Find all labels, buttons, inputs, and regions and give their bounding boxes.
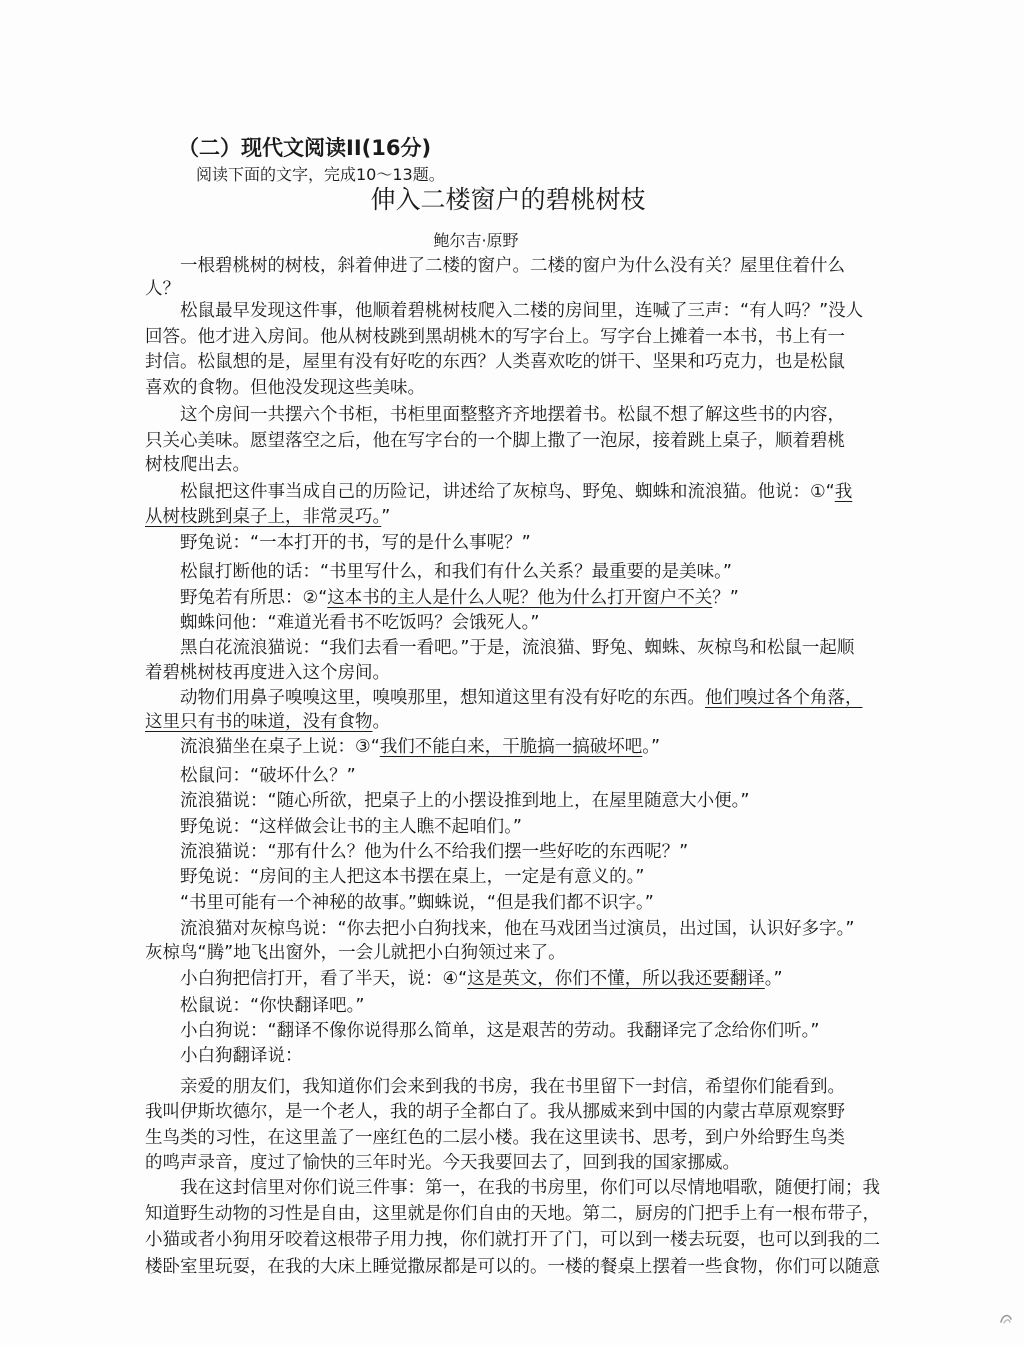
text-line: 一根碧桃树的树枝，斜着伸进了二楼的窗户。二楼的窗户为什么没有关？屋里住着什么 bbox=[180, 256, 845, 276]
text-line: 野兔说：“这样做会让书的主人瞧不起咱们。” bbox=[180, 817, 522, 837]
text-line: 蜘蛛问他：“难道光看书不吃饭吗？会饿死人。” bbox=[180, 613, 540, 633]
text-line: 松鼠说：“你快翻译吧。” bbox=[180, 996, 365, 1016]
corner-watermark-icon bbox=[998, 1310, 1014, 1326]
underlined-sentence: 他们嗅过各个角落， bbox=[705, 688, 863, 708]
underlined-sentence-3: 我们不能白来，干脆搞一搞破坏吧 bbox=[379, 737, 643, 757]
text-line: 小白狗说：“翻译不像你说得那么简单，这是艰苦的劳动。我翻译完了念给你们听。” bbox=[180, 1021, 820, 1041]
line-text: 。” bbox=[764, 969, 783, 989]
text-line bbox=[145, 505, 390, 529]
article-title: 伸入二楼窗户的碧桃树枝 bbox=[370, 185, 646, 214]
text-line bbox=[180, 967, 783, 991]
text-line: 人？ bbox=[145, 279, 180, 299]
text-line bbox=[180, 686, 863, 710]
text-line: 喜欢的食物。但他没发现这些美味。 bbox=[145, 378, 425, 398]
text-line: 松鼠最早发现这件事，他顺着碧桃树枝爬入二楼的房间里，连喊了三声：“有人吗？”没人 bbox=[180, 301, 864, 321]
text-line: 松鼠问：“破坏什么？” bbox=[180, 766, 356, 786]
reading-instruction: 阅读下面的文字，完成10～13题。 bbox=[196, 165, 445, 184]
text-line: 野兔说：“一本打开的书，写的是什么事呢？” bbox=[180, 533, 531, 553]
text-line: “书里可能有一个神秘的故事。”蜘蛛说，“但是我们都不识字。” bbox=[180, 893, 654, 913]
line-text: 。” bbox=[642, 737, 661, 757]
text-line: 小猫或者小狗用牙咬着这根带子用力拽，你们就打开了门，可以到一楼去玩耍，也可以到我的二 bbox=[145, 1230, 880, 1250]
text-line: 生鸟类的习性，在这里盖了一座红色的二层小楼。我在这里读书、思考，到户外给野生鸟类 bbox=[145, 1128, 845, 1148]
text-line: 松鼠打断他的话：“书里写什么，和我们有什么关系？最重要的是美味。” bbox=[180, 562, 732, 582]
line-text: 。 bbox=[372, 712, 390, 732]
text-line bbox=[180, 735, 660, 759]
section-heading: （二）现代文阅读II(16分) bbox=[178, 136, 432, 160]
text-line: 树枝爬出去。 bbox=[145, 455, 250, 475]
text-line: 回答。他才进入房间。他从树枝跳到黑胡桃木的写字台上。写字台上摊着一本书，书上有一 bbox=[145, 327, 845, 347]
text-line: 只关心美味。愿望落空之后，他在写字台的一个脚上撒了一泡尿，接着跳上桌子，顺着碧桃 bbox=[145, 431, 845, 451]
text-line: 流浪猫对灰椋鸟说：“你去把小白狗找来，他在马戏团当过演员，出过国，认识好多字。” bbox=[180, 919, 855, 939]
text-line: 我叫伊斯坎德尔，是一个老人，我的胡子全都白了。我从挪威来到中国的内蒙古草原观察野 bbox=[145, 1102, 845, 1122]
text-line: 野兔说：“房间的主人把这本书摆在桌上，一定是有意义的。” bbox=[180, 867, 645, 887]
text-line: 黑白花流浪猫说：“我们去看一看吧。”于是，流浪猫、野兔、蜘蛛、灰椋鸟和松鼠一起顺 bbox=[180, 638, 855, 658]
line-text: 动物们用鼻子嗅嗅这里，嗅嗅那里，想知道这里有没有好吃的东西。 bbox=[180, 688, 705, 708]
text-line: 亲爱的朋友们，我知道你们会来到我的书房，我在书里留下一封信，希望你们能看到。 bbox=[180, 1077, 845, 1097]
underlined-sentence-2: 这本书的主人是什么人呢？他为什么打开窗户不关 bbox=[327, 588, 713, 608]
line-text: ” bbox=[381, 507, 391, 527]
article-author: 鲍尔吉·原野 bbox=[433, 231, 519, 250]
underlined-sentence: 这里只有书的味道，没有食物 bbox=[145, 712, 373, 732]
text-line: 知道野生动物的习性是自由，这里就是你们自由的天地。第二，厨房的门把手上有一根布带子， bbox=[145, 1204, 880, 1224]
line-text: 野兔若有所思：②“ bbox=[180, 588, 328, 608]
text-line: 着碧桃树枝再度进入这个房间。 bbox=[145, 663, 390, 683]
underlined-sentence-1: 我 bbox=[834, 482, 853, 502]
text-line: 流浪猫说：“那有什么？他为什么不给我们摆一些好吃的东西呢？” bbox=[180, 842, 689, 862]
text-line bbox=[180, 586, 739, 610]
text-line: 小白狗翻译说： bbox=[180, 1046, 303, 1066]
text-line: 流浪猫说：“随心所欲，把桌子上的小摆设推到地上，在屋里随意大小便。” bbox=[180, 791, 750, 811]
text-line bbox=[180, 480, 852, 504]
text-line: 的鸣声录音，度过了愉快的三年时光。今天我要回去了，回到我的国家挪威。 bbox=[145, 1153, 740, 1173]
text-line bbox=[145, 710, 390, 734]
text-line: 灰椋鸟“腾”地飞出窗外，一会儿就把小白狗领过来了。 bbox=[145, 943, 566, 963]
line-text: 松鼠把这件事当成自己的历险记，讲述给了灰椋鸟、野兔、蜘蛛和流浪猫。他说：①“ bbox=[180, 482, 835, 502]
underlined-sentence-1: 从树枝跳到桌子上，非常灵巧。 bbox=[145, 507, 382, 527]
line-text: 小白狗把信打开，看了半天，说：④“ bbox=[180, 969, 468, 989]
line-text: ？” bbox=[712, 588, 739, 608]
line-text: 流浪猫坐在桌子上说：③“ bbox=[180, 737, 380, 757]
text-line: 封信。松鼠想的是，屋里有没有好吃的东西？人类喜欢吃的饼干、坚果和巧克力，也是松鼠 bbox=[145, 352, 845, 372]
underlined-sentence-4: 这是英文，你们不懂，所以我还要翻译 bbox=[467, 969, 765, 989]
text-line: 我在这封信里对你们说三件事：第一，在我的书房里，你们可以尽情地唱歌，随便打闹；我 bbox=[180, 1178, 880, 1198]
text-line: 这个房间一共摆六个书柜，书柜里面整整齐齐地摆着书。松鼠不想了解这些书的内容， bbox=[180, 405, 845, 425]
text-line: 楼卧室里玩耍，在我的大床上睡觉撒尿都是可以的。一楼的餐桌上摆着一些食物，你们可以随意 bbox=[145, 1257, 880, 1277]
